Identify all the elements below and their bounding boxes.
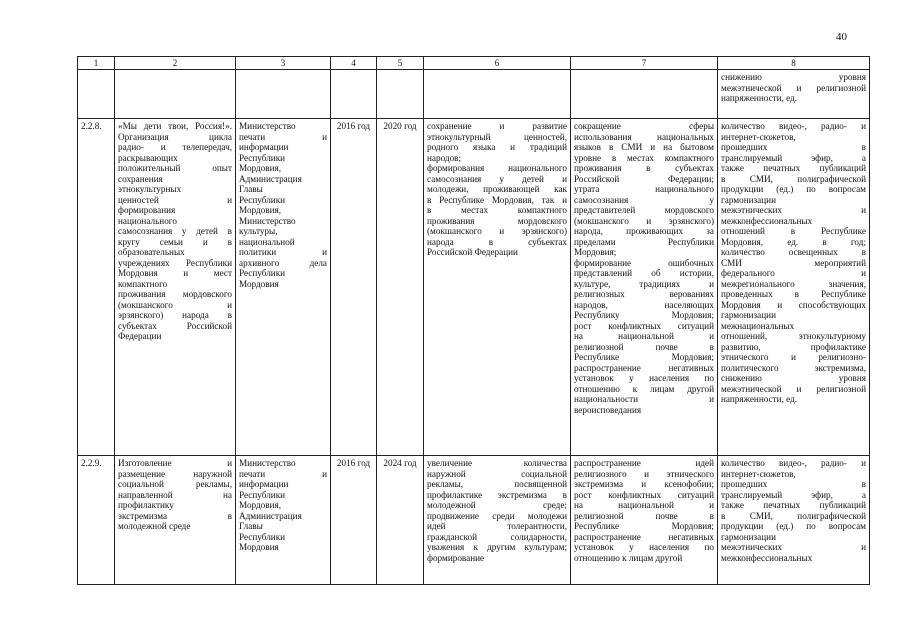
text-line: религиозного и этнического (574, 468, 714, 479)
header-cell: 3 (236, 57, 331, 70)
text-line: Республики (239, 531, 286, 542)
text-line: печати и (239, 131, 327, 142)
text-line: (мокшанского и (118, 299, 232, 310)
text-line: Республику Мордовия; (574, 310, 714, 320)
cell-indicators (718, 119, 870, 456)
text-line: Республики (239, 489, 286, 500)
text-line: Мордовия и мест (118, 268, 232, 278)
text-line: самосознания у детей и (427, 173, 567, 184)
text-line: национальности и (574, 394, 714, 404)
text-line: рост конфликтных ситуаций (574, 320, 714, 331)
cell-event-name (115, 456, 236, 585)
text-line: Федерации (118, 331, 162, 341)
text-line: Главы (239, 184, 263, 194)
text-line: формирование (427, 552, 485, 563)
text-line: транслируемый эфир, а (721, 489, 866, 500)
header-cell: 7 (571, 57, 718, 70)
cell-empty (377, 70, 424, 119)
header-cell: 5 (377, 57, 424, 70)
text-line: количество видео-, радио- и (721, 458, 866, 468)
text-line: установок у населения по (574, 542, 714, 552)
text-line: СМИ мероприятий (721, 257, 866, 268)
text-line: размещение наружной (118, 468, 232, 479)
text-line: напряженности, ед. (721, 93, 798, 103)
text-line: межэтнических и (721, 205, 866, 215)
text-line: межконфессиональных (721, 215, 813, 226)
text-line: рост конфликтных ситуаций (574, 489, 714, 500)
text-line: увеличение количества (427, 458, 567, 468)
text-line: положительный опыт (118, 163, 232, 173)
text-line: межэтнических и (721, 542, 866, 552)
text-line: проведенных в Республике (721, 289, 866, 299)
text-line: раскрывающих (118, 152, 178, 163)
text-line: религиозной почве в (574, 510, 714, 521)
text-line: отношению к лицам другой (574, 383, 714, 394)
text-line: Российской Федерации (427, 247, 518, 257)
text-line: вероисповедания (574, 404, 642, 415)
text-line: межконфессиональных (721, 552, 813, 563)
text-line: проживания мордовского (427, 215, 567, 226)
text-line: количество освещенных в (721, 247, 866, 257)
text-line: отношений в Республике (721, 226, 866, 236)
text-line: (мокшанского и эрзянского) (574, 215, 714, 226)
continuation-row (78, 70, 870, 119)
text-line: молодежной среде (118, 521, 191, 531)
text-line: Мордовия, (239, 205, 282, 215)
text-line: межэтнической и религиозной (721, 383, 866, 394)
text-line: социальной рекламы, (118, 479, 232, 489)
text-line: межэтнической и религиозной (721, 82, 866, 93)
text-line: учреждениях Республики (118, 257, 232, 268)
cell-empty (424, 70, 571, 119)
text-line: количество видео-, радио- и (721, 121, 866, 131)
text-line: сохранение и развитие (427, 121, 567, 131)
text-line: продукции (ед.) по вопросам (721, 184, 866, 194)
cell-indicators (718, 456, 870, 585)
text-line: Республики (239, 152, 286, 163)
text-line: также печатных публикаций (721, 163, 866, 173)
text-line: этнокультурный ценностей, (427, 131, 567, 142)
header-cell: 8 (718, 57, 870, 70)
header-cell: 1 (78, 57, 115, 70)
text-line: формирования (118, 205, 176, 215)
text-line: профилактике экстремизма в (427, 489, 567, 500)
text-line: гармонизации (721, 310, 776, 320)
text-line: Мордовия, (239, 163, 282, 173)
text-line: субъектах Российской (118, 320, 232, 331)
text-line: в Республике Мордовия, так и (427, 194, 567, 205)
text-line: снижению уровня (721, 373, 866, 383)
text-line: отношению к лицам другой (574, 552, 683, 563)
text-line: формирования национального (427, 163, 567, 173)
cell-result (424, 456, 571, 585)
cell-start-year: 2016 год (331, 119, 377, 456)
text-line: эрзянского) народа в (118, 310, 232, 320)
text-line: Изготовление и (118, 458, 232, 468)
text-line: экстремизма в (118, 510, 232, 521)
cell-empty (78, 70, 115, 119)
cell-executor (236, 456, 331, 585)
text-line: гармонизации (721, 194, 776, 205)
text-line: представлений об истории, (574, 268, 714, 278)
cell-result (424, 119, 571, 456)
text-line: сокращение сферы (574, 121, 714, 131)
text-line: политического экстремизма, (721, 362, 866, 373)
text-line: сохранения (118, 173, 163, 184)
text-line: распространение идей (574, 458, 714, 468)
text-line: культуры, (239, 226, 278, 236)
table-row (78, 119, 870, 456)
text-line: на национальной и (574, 331, 714, 341)
text-line: радио- и телепередач, (118, 142, 232, 152)
text-line: межнациональных (721, 320, 795, 331)
cell-executor (236, 119, 331, 456)
text-line: уважения к другим культурам; (427, 542, 567, 552)
cell-risks (571, 119, 718, 456)
text-line: установок у населения по (574, 373, 714, 383)
cell-end-year: 2024 год (377, 456, 424, 585)
text-line: рекламы, посвященной (427, 479, 567, 489)
text-line: утрата национального (574, 184, 714, 194)
text-line: интернет-сюжетов, (721, 468, 796, 479)
text-line: продукции (ед.) по вопросам (721, 521, 866, 531)
text-line: федерального и (721, 268, 866, 278)
text-line: напряженности, ед. (721, 394, 798, 404)
text-line: молодежной среде; (427, 500, 567, 510)
text-line: межрегионального значения, (721, 278, 866, 289)
text-line: экстремизма и ксенофобии; (574, 479, 714, 489)
text-line: образовательных (118, 247, 185, 257)
text-line: религиозной почве в (574, 341, 714, 352)
text-line: продвижение среди молодежи (427, 510, 567, 521)
text-line: на национальной и (574, 500, 714, 510)
text-line: развитию, профилактике (721, 341, 866, 352)
text-line: снижению уровня (721, 72, 866, 82)
cell-event-name (115, 119, 236, 456)
text-line: в местах компактного (427, 205, 567, 215)
text-line: политики и (239, 247, 327, 257)
text-line: Республике Мордовия; (574, 352, 714, 362)
text-line: Мордовия (239, 278, 279, 289)
text-line: распространение негативных (574, 531, 714, 542)
text-line: печати и (239, 468, 327, 479)
cell-end-year: 2020 год (377, 119, 424, 456)
text-line: направленной на (118, 489, 232, 500)
text-line: интернет-сюжетов, (721, 131, 796, 142)
cell-empty (571, 70, 718, 119)
text-line: народов; (427, 152, 462, 163)
text-line: (мокшанского и эрзянского) (427, 226, 567, 236)
text-line: «Мы дети твои, Россия!». (118, 121, 232, 131)
text-line: транслируемый эфир, а (721, 152, 866, 163)
text-line: Организация цикла (118, 131, 232, 142)
cell-indicators (718, 70, 870, 119)
text-line: Главы (239, 521, 263, 531)
text-line: также печатных публикаций (721, 500, 866, 510)
text-line: прошедших в (721, 142, 866, 152)
cell-empty (236, 70, 331, 119)
text-line: гражданской солидарности, (427, 531, 567, 542)
text-line: культуре, традициях и (574, 278, 714, 289)
text-line: представителей мордовского (574, 205, 714, 215)
text-line: этнического и религиозно- (721, 352, 866, 362)
text-line: Министерство (239, 458, 296, 468)
text-line: информации (239, 142, 289, 152)
header-row (78, 57, 870, 70)
text-line: отношений, этнокультурному (721, 331, 866, 341)
text-line: в СМИ, полиграфической (721, 173, 866, 184)
text-line: кругу семьи и в (118, 236, 232, 247)
text-line: Мордовия (239, 542, 279, 552)
text-line: Республики (239, 268, 286, 278)
text-line: национального (118, 215, 177, 226)
text-line: гармонизации (721, 531, 776, 542)
text-line: народа в субъектах (427, 236, 567, 247)
table-row (78, 456, 870, 585)
cell-empty (115, 70, 236, 119)
text-line: проживания мордовского (118, 289, 232, 299)
header-cell: 2 (115, 57, 236, 70)
text-line: народа, проживающих за (574, 226, 714, 236)
text-line: компактного (118, 278, 168, 289)
text-line: в СМИ, полиграфической (721, 510, 866, 521)
text-line: использования национальных (574, 131, 714, 142)
text-line: Мордовия и способствующих (721, 299, 866, 310)
text-line: уровне в местах компактного (574, 152, 714, 163)
text-line: Российской Федерации; (574, 173, 714, 184)
text-line: формирование ошибочных (574, 257, 714, 268)
text-line: архивного дела (239, 257, 327, 268)
text-line: национальной (239, 236, 295, 247)
header-cell: 4 (331, 57, 377, 70)
text-line: Администрация (239, 173, 302, 184)
cell-number: 2.2.9. (78, 456, 115, 585)
text-line: информации (239, 479, 289, 489)
program-table (77, 56, 870, 585)
text-line: народов, населяющих (574, 299, 714, 310)
header-cell: 6 (424, 57, 571, 70)
cell-number: 2.2.8. (78, 119, 115, 456)
text-line: самосознания у детей в (118, 226, 232, 236)
text-line: Администрация (239, 510, 302, 521)
text-line: родного языка и традиций (427, 142, 567, 152)
text-line: Мордовия; (574, 247, 617, 257)
text-line: прошедших в (721, 479, 866, 489)
text-line: профилактику (118, 500, 174, 510)
text-line: молодежи, проживающей как (427, 184, 567, 194)
cell-empty (331, 70, 377, 119)
text-line: самосознания у (574, 194, 714, 205)
cell-risks (571, 456, 718, 585)
text-line: наружной социальной (427, 468, 567, 479)
text-line: языков в СМИ и на бытовом (574, 142, 714, 152)
cell-start-year: 2016 год (331, 456, 377, 585)
text-line: религиозных верованиях (574, 289, 714, 299)
text-line: пределами Республики (574, 236, 714, 247)
text-line: Министерство (239, 121, 296, 131)
text-line: Мордовия, (239, 500, 282, 510)
text-line: ценностей и (118, 194, 232, 205)
text-line: распространение негативных (574, 362, 714, 373)
text-line: проживания в субъектах (574, 163, 714, 173)
text-line: идей толерантности, (427, 521, 567, 531)
page-number: 40 (836, 31, 847, 43)
text-line: Министерство (239, 215, 296, 226)
text-line: этнокультурных (118, 184, 182, 194)
text-line: Республики (239, 194, 286, 205)
text-line: Республике Мордовия; (574, 521, 714, 531)
text-line: Мордовия, ед. в год; (721, 236, 866, 247)
